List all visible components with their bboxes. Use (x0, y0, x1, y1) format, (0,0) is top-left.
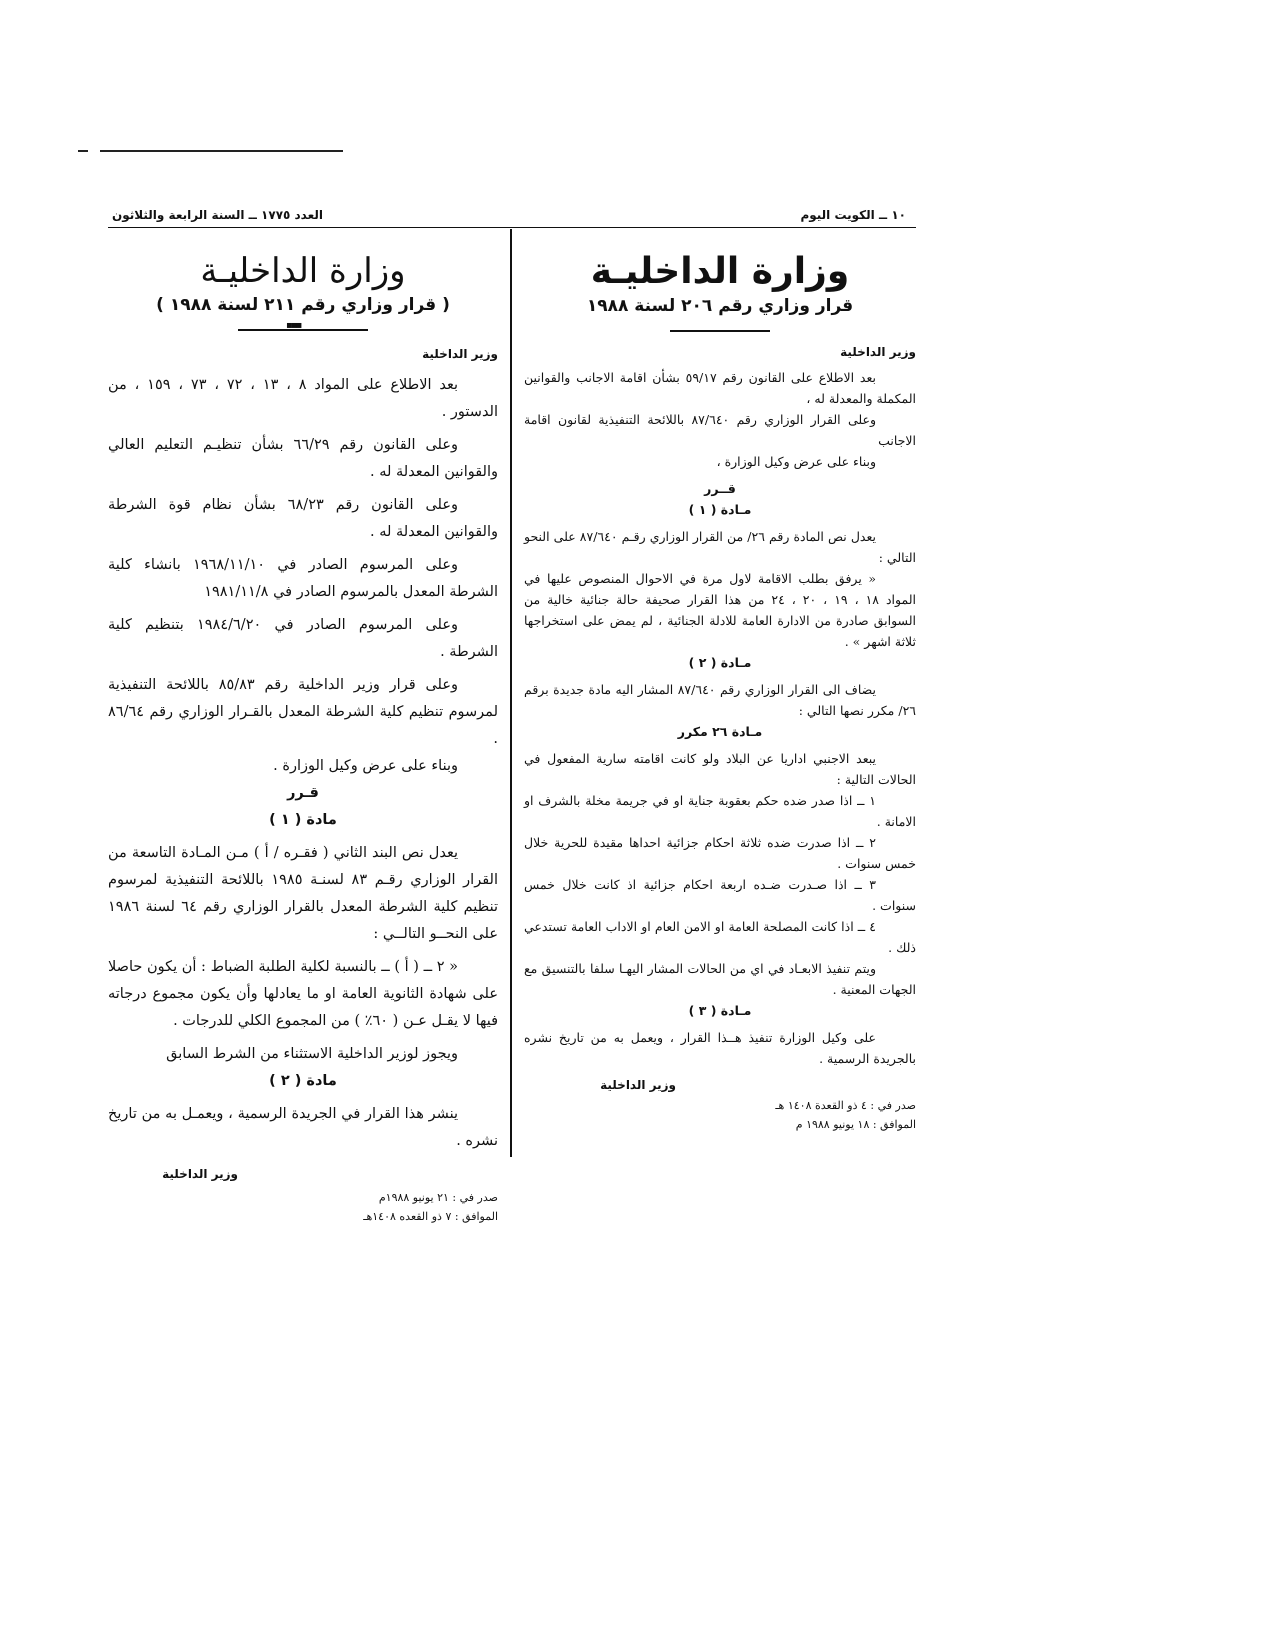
article-text: ويجوز لوزير الداخلية الاستثناء من الشرط السابق (166, 1046, 458, 1062)
decree-title: قرار وزاري رقم ٢٠٦ لسنة ١٩٨٨ (586, 296, 854, 316)
page-label: ١٠ ــ الكويت اليوم (800, 208, 906, 222)
minister-title: وزير الداخلية (422, 347, 498, 361)
gazette-page (108, 205, 917, 1223)
article-heading: مـادة ( ٢ ) (688, 654, 752, 670)
article-heading: مادة ( ٢ ) (269, 1073, 337, 1089)
decree-206-column (524, 235, 916, 1165)
scan-artifact-line (78, 150, 343, 152)
title-rule (238, 329, 368, 331)
preamble-paragraph: وعلى المرسوم الصادر في ١٩٨٤/٦/٢٠ بتنظيم كلية الشرطة . (108, 617, 498, 660)
case-item: ١ ــ اذا صدر ضده حكم بعقوبة جناية او في جريمة مخلة بالشرف او الامانة . (524, 792, 916, 829)
case-item: ٢ ــ اذا صدرت ضده ثلاثة احكام جزائية احداها مقيدة للحرية خلال خمس سنوات . (524, 834, 916, 871)
preamble-paragraph: وعلى المرسوم الصادر في ١٩٦٨/١١/١٠ بانشاء كلية الشرطة المعدل بالمرسوم الصادر في ١٩٨١/١١/٨ (108, 557, 498, 600)
signature: وزير الداخلية (600, 1077, 676, 1092)
decree-211-column (108, 235, 498, 1223)
decree-title: ( قرار وزاري رقم ٢١١ لسنة ١٩٨٨ ) (156, 295, 450, 315)
page-header (108, 205, 916, 228)
signature: وزير الداخلية (162, 1167, 238, 1181)
title-rule (670, 330, 770, 332)
corresponding-date: الموافق : ٧ ذو القعده ١٤٠٨هـ (363, 1210, 498, 1223)
preamble-paragraph: بعد الاطلاع على المواد ٨ ، ١٣ ، ٧٢ ، ٧٣ ، ١٥٩ ، من الدستور . (108, 377, 498, 420)
article-text: ينشر هذا القرار في الجريدة الرسمية ، ويعمـل به من تاريخ نشره . (108, 1106, 498, 1149)
issued-date: صدر في : ٤ ذو القعدة ١٤٠٨ هـ (775, 1098, 916, 1112)
ministry-heading: وزارة الداخليـة (590, 251, 850, 292)
article-quote: « ٢ ــ ( أ ) ــ بالنسبة لكلية الطلبة الضباط : أن يكون حاصلا على شهادة الثانوية العامة او ما يعادلها وأن يكون مجموع درجاته فيها لا يقـل عـن ( ٦٠٪ ) من المجموع الكلي للدرجات . (108, 959, 498, 1029)
preamble-paragraph: بعد الاطلاع على القانون رقم ٥٩/١٧ بشأن اقامة الاجانب والقوانين المكملة والمعدلة له ، (524, 369, 916, 406)
article-text: على وكيل الوزارة تنفيذ هــذا القرار ، ويعمل به من تاريخ نشره بالجريدة الرسمية . (524, 1029, 916, 1066)
preamble-paragraph: وبناء على عرض وكيل الوزارة . (273, 758, 458, 774)
article-heading: مـادة ( ٣ ) (688, 1002, 752, 1018)
article-quote: « يرفق بطلب الاقامة لاول مرة في الاحوال المنصوص عليها في المواد ١٨ ، ١٩ ، ٢٠ ، ٢٤ من هذا القرار صحيفة حالة جنائية خالية من السوابق صادرة من الادارة العامة للادلة الجنائية ، لم يمض على استخراجها ثلاثة اشهر » . (524, 570, 917, 649)
preamble-paragraph: وعلى القانون رقم ٦٦/٢٩ بشأن تنظيـم التعليم العالي والقوانين المعدلة له . (108, 437, 498, 480)
article-heading: مـادة ٢٦ مكرر (677, 723, 763, 739)
preamble-paragraph: وعلى القانون رقم ٦٨/٢٣ بشأن نظام قوة الشرطة والقوانين المعدلة له . (108, 497, 498, 540)
article-text: يبعد الاجنبي اداريا عن البلاد ولو كانت اقامته سارية المفعول في الحالات التالية : (524, 750, 916, 787)
preamble-paragraph: وبناء على عرض وكيل الوزارة ، (716, 453, 876, 469)
case-item: ٣ ــ اذا صـدرت ضـده اربعة احكام جزائية اذ كانت خلال خمس سنوات . (524, 876, 916, 913)
article-text: يعدل نص البند الثاني ( فقـره / أ ) مـن المـادة التاسعة من القرار الوزاري رقـم ٨٣ لسنـة ١٩٨٥ باللائحة التنفيذية لمرسوم تنظيم كلية الشرطة المعدل بالقرار الوزاري رقم ٦٤ لسنة ١٩٨٦ على النحــو التالــي : (108, 845, 498, 942)
corresponding-date: الموافق : ١٨ يونيو ١٩٨٨ م (795, 1117, 916, 1131)
article-heading: مـادة ( ١ ) (688, 501, 752, 517)
issued-date: صدر في : ٢١ يونيو ١٩٨٨م (378, 1191, 498, 1204)
article-text: يعدل نص المادة رقم ٢٦/ من القرار الوزاري رقـم ٨٧/٦٤٠ على النحو التالي : (524, 528, 916, 565)
issue-label: العدد ١٧٧٥ ــ السنة الرابعة والثلاثون (112, 208, 324, 222)
minister-title: وزير الداخلية (840, 344, 916, 359)
preamble-paragraph: وعلى قرار وزير الداخلية رقم ٨٥/٨٣ باللائحة التنفيذية لمرسوم تنظيم كلية الشرطة المعدل بالقـرار الوزاري رقم ٨٦/٦٤ . (108, 677, 498, 747)
decides-heading: قــرر (704, 480, 736, 496)
article-text: يضاف الى القرار الوزاري رقم ٨٧/٦٤٠ المشار اليه مادة جديدة برقم ٢٦/ مكرر نصها التالي : (524, 681, 916, 718)
ministry-heading: وزارة الداخليـة (200, 251, 406, 291)
decides-heading: قـرر (287, 785, 319, 801)
case-item: ويتم تنفيذ الابعـاد في اي من الحالات المشار اليهـا سلفا بالتنسيق مع الجهات المعنية . (524, 960, 916, 997)
preamble-paragraph: وعلى القرار الوزاري رقم ٨٧/٦٤٠ باللائحة التنفيذية لقانون اقامة الاجانب (524, 411, 916, 448)
column-divider (510, 229, 512, 1157)
case-item: ٤ ــ اذا كانت المصلحة العامة او الامن العام او الاداب العامة تستدعي ذلك . (524, 918, 916, 955)
article-heading: مادة ( ١ ) (269, 812, 337, 828)
